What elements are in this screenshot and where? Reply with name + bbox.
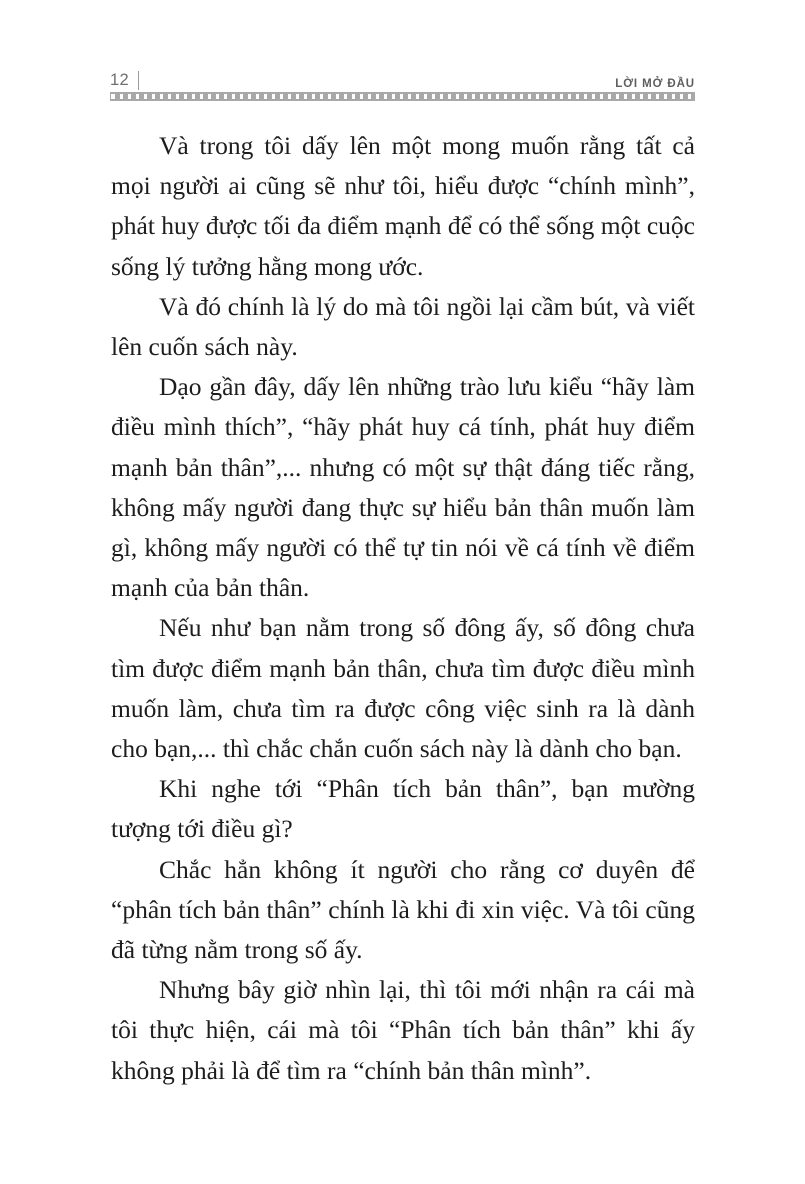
paragraph: Và trong tôi dấy lên một mong muốn rằng tất cả mọi người ai cũng sẽ như tôi, hiểu được “chính mình”, phát huy được tối đa điểm mạnh để có thể sống một cuộc sống lý tưởng hằng mong ước. [111,131,695,281]
paragraph: Nếu như bạn nằm trong số đông ấy, số đông chưa tìm được điểm mạnh bản thân, chưa tìm được điều mình muốn làm, chưa tìm ra được công việc sinh ra là dành cho bạn,... thì chắc chắn cuốn sách này là dành cho bạn. [111,613,695,764]
page-number: 12 [110,71,129,90]
running-head [110,60,695,90]
running-title: LỜI MỞ ĐẦU [615,77,695,90]
folio-divider-rule [138,71,139,90]
paragraph: Dạo gần đây, dấy lên những trào lưu kiểu “hãy làm điều mình thích”, “hãy phát huy cá tính, phát huy điểm mạnh bản thân”,... nhưng có một sự thật đáng tiếc rằng, không mấy người đang thực sự hiểu bản thân muốn làm gì, không mấy người có thể tự tin nói về cá tính về điểm mạnh của bản thân. [111,372,695,603]
paragraph: Chắc hẳn không ít người cho rằng cơ duyên để “phân tích bản thân” chính là khi đi xin việc. Và tôi cũng đã từng nằm trong số ấy. [111,854,695,965]
folio-group [110,71,139,90]
paragraph: Nhưng bây giờ nhìn lại, thì tôi mới nhận ra cái mà tôi thực hiện, cái mà tôi “Phân tích bản thân” khi ấy không phải là để tìm ra “chính bản thân mình”. [111,975,695,1085]
paragraph: Khi nghe tới “Phân tích bản thân”, bạn mường tượng tới điều gì? [111,774,695,844]
header-decorative-band [110,92,695,101]
paragraph: Và đó chính là lý do mà tôi ngồi lại cầm bút, và viết lên cuốn sách này. [111,291,695,362]
body-text [111,126,695,1091]
